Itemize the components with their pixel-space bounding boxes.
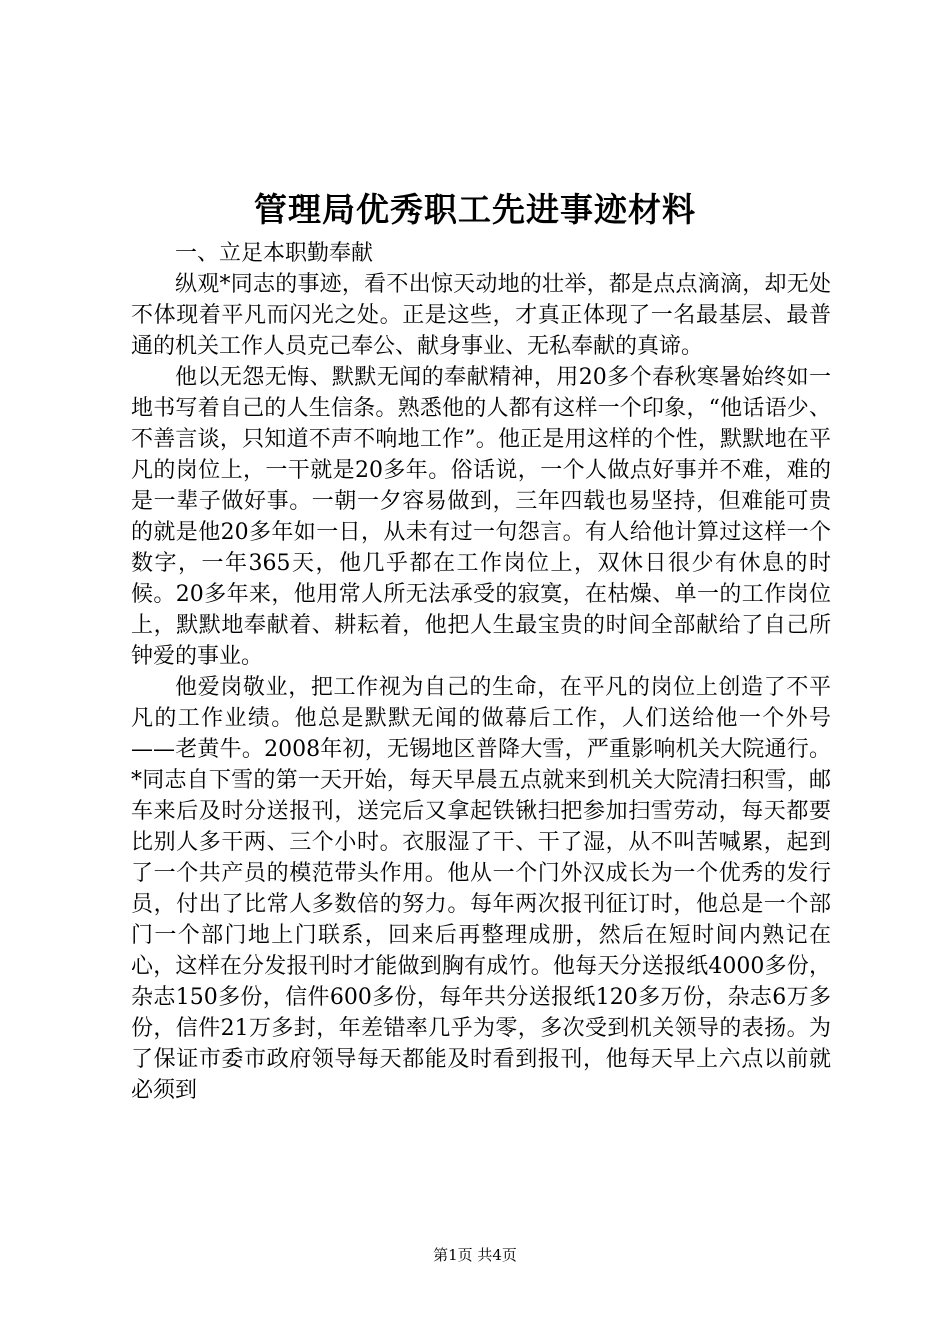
- document-title: 管理局优秀职工先进事迹材料: [254, 190, 696, 229]
- body-paragraph-1: 纵观*同志的事迹，看不出惊天动地的壮举，都是点点滴滴，却无处不体现着平凡而闪光之处。正是这些，才真正体现了一名最基层、最普通的机关工作人员克己奉公、献身事业、无私奉献的真谛。: [131, 272, 831, 359]
- body-paragraph-2: 他以无怨无悔、默默无闻的奉献精神，用20多个春秋寒暑始终如一地书写着自己的人生信条。熟悉他的人都有这样一个印象，“他话语少、不善言谈，只知道不声不响地工作”。他正是用这样的个性，默默地在平凡的岗位上，一干就是20多年。俗话说，一个人做点好事并不难，难的是一辈子做好事。一朝一夕容易做到，三年四载也易坚持，但难能可贵的就是他20多年如一日，从未有过一句怨言。有人给他计算过这样一个数字，一年365天，他几乎都在工作岗位上，双休日很少有休息的时候。20多年来，他用常人所无法承受的寂寞，在枯燥、单一的工作岗位上，默默地奉献着、耕耘着，他把人生最宝贵的时间全部献给了自己所钟爱的事业。: [131, 365, 831, 669]
- page-number-footer: 第1页 共4页: [433, 1246, 517, 1264]
- section-heading: 一、立足本职勤奉献: [175, 241, 374, 266]
- document-body: [131, 238, 831, 1106]
- body-paragraph-3: 他爱岗敬业，把工作视为自己的生命，在平凡的岗位上创造了不平凡的工作业绩。他总是默默无闻的做幕后工作，人们送给他一个外号——老黄牛。2008年初，无锡地区普降大雪，严重影响机关大院通行。*同志自下雪的第一天开始，每天早晨五点就来到机关大院清扫积雪，邮车来后及时分送报刊，送完后又拿起铁锹扫把参加扫雪劳动，每天都要比别人多干两、三个小时。衣服湿了干、干了湿，从不叫苦喊累，起到了一个共产员的模范带头作用。他从一个门外汉成长为一个优秀的发行员，付出了比常人多数倍的努力。每年两次报刊征订时，他总是一个部门一个部门地上门联系，回来后再整理成册，然后在短时间内熟记在心，这样在分发报刊时才能做到胸有成竹。他每天分送报纸4000多份，杂志150多份，信件600多份，每年共分送报纸120多万份，杂志6万多份，信件21万多封，年差错率几乎为零，多次受到机关领导的表扬。为了保证市委市政府领导每天都能及时看到报刊，他每天早上六点以前就必须到: [131, 675, 831, 1103]
